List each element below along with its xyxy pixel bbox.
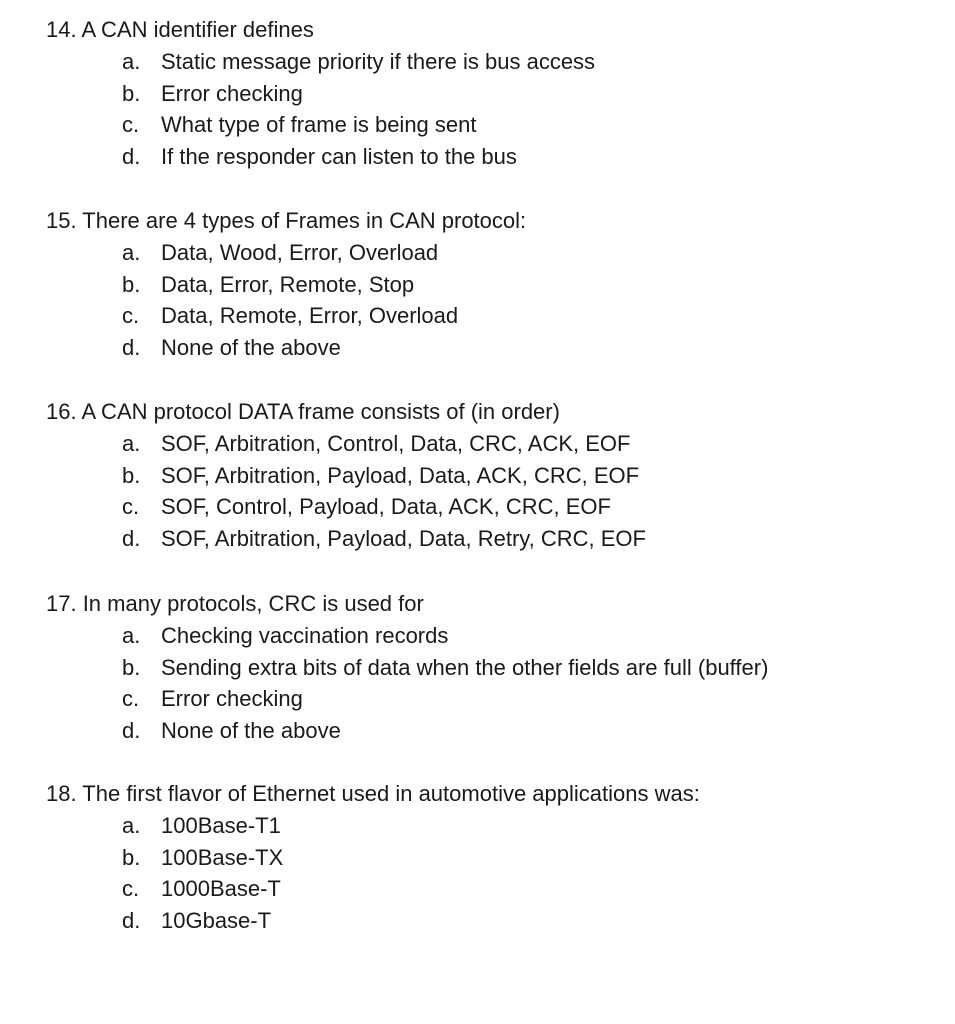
option-d [46,523,926,555]
question-stem: 16. A CAN protocol DATA frame consists of (in order) [46,399,560,424]
option-a [46,810,926,842]
option-a [46,428,926,460]
option-letter: c. [122,494,140,520]
option-text: Data, Remote, Error, Overload [161,303,459,329]
option-a [46,237,926,269]
option-b [46,269,926,301]
option-text: Error checking [161,686,303,712]
option-c [46,683,926,715]
option-d [46,905,926,937]
question-16 [46,396,926,555]
option-text: SOF, Arbitration, Control, Data, CRC, ACK, EOF [161,431,631,456]
option-letter: a. [122,623,141,648]
option-d [46,141,926,173]
option-letter: c. [122,876,140,902]
option-letter: d. [122,144,141,170]
option-d [46,715,926,747]
option-text: Checking vaccination records [161,623,449,648]
question-stem: 18. The first flavor of Ethernet used in automotive applications was: [46,781,700,806]
option-text: Sending extra bits of data when the other fields are full (buffer) [161,654,769,680]
option-letter: b. [122,844,141,870]
option-text: What type of frame is being sent [161,112,477,138]
option-text: Data, Error, Remote, Stop [161,271,415,297]
option-a [46,46,926,78]
option-text: SOF, Arbitration, Payload, Data, Retry, CRC, EOF [161,526,646,552]
question-stem: 14. A CAN identifier defines [46,17,314,42]
option-letter: a. [122,240,141,265]
question-stem: 15. There are 4 types of Frames in CAN protocol: [46,208,527,233]
option-text: 100Base-TX [161,844,284,870]
question-stem: 17. In many protocols, CRC is used for [46,591,424,616]
option-b [46,842,926,874]
option-letter: b. [122,462,141,488]
question-18 [46,778,926,937]
option-b [46,78,926,110]
option-letter: c. [122,686,140,712]
option-text: None of the above [161,718,341,744]
option-text: 10Gbase-T [161,908,272,934]
option-b [46,652,926,684]
option-letter: d. [122,526,141,552]
question-17 [46,588,926,747]
option-a [46,620,926,652]
option-letter: b. [122,80,141,106]
option-c [46,491,926,523]
option-text: Static message priority if there is bus access [161,49,596,74]
option-letter: c. [122,303,140,329]
option-letter: a. [122,431,141,456]
option-text: SOF, Control, Payload, Data, ACK, CRC, EOF [161,494,611,520]
option-d [46,332,926,364]
option-b [46,460,926,492]
option-c [46,300,926,332]
option-text: If the responder can listen to the bus [161,144,517,170]
option-text: Data, Wood, Error, Overload [161,240,439,265]
option-letter: b. [122,271,141,297]
option-text: 100Base-T1 [161,813,281,838]
option-letter: a. [122,49,141,74]
option-c [46,873,926,905]
question-14 [46,14,926,173]
option-text: SOF, Arbitration, Payload, Data, ACK, CRC, EOF [161,462,640,488]
option-text: 1000Base-T [161,876,281,902]
option-letter: d. [122,335,141,361]
option-letter: d. [122,718,141,744]
option-c [46,109,926,141]
option-text: Error checking [161,80,303,106]
option-letter: d. [122,908,141,934]
option-letter: b. [122,654,141,680]
option-letter: a. [122,813,141,838]
option-text: None of the above [161,335,341,361]
question-15 [46,205,926,364]
option-letter: c. [122,112,140,138]
